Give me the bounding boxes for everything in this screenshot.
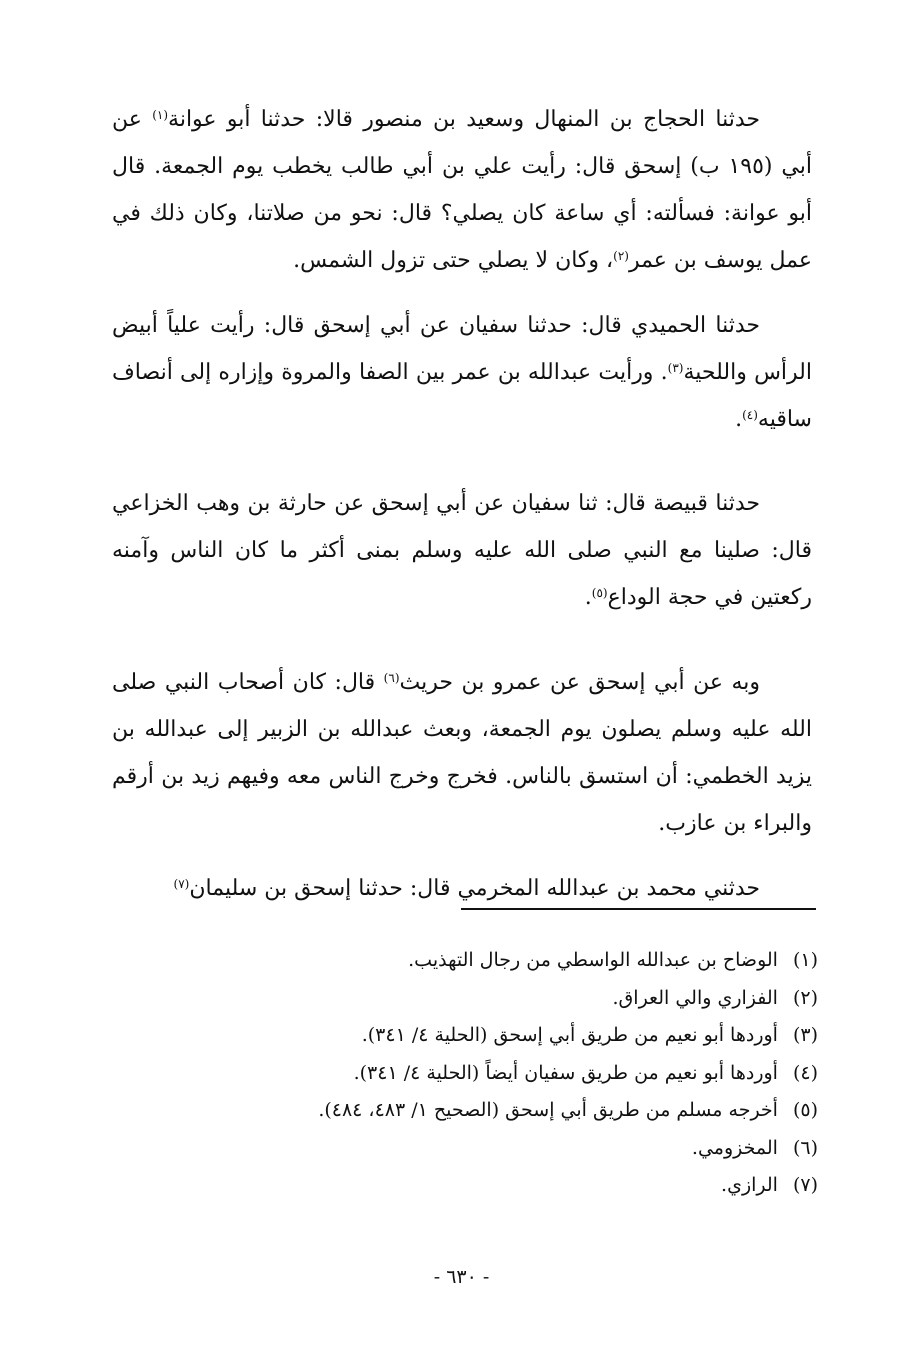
paragraph-text: .: [584, 585, 592, 610]
paragraph-text: حدثنا قبيصة قال: ثنا سفيان عن أبي إسحق عن حارثة بن وهب الخزاعي قال: صلينا مع النبي صلى الله عليه وسلم بمنى أكثر ما كان الناس وآمنه ركعتين في حجة الوداع: [112, 491, 812, 610]
main-text: [112, 96, 812, 912]
footnote-1: [150, 942, 818, 980]
paragraph-text: حدثني محمد بن عبدالله المخرمي قال: حدثنا إسحق بن سليمان: [189, 876, 760, 901]
paragraph-text: وبه عن أبي إسحق عن عمرو بن حريث: [399, 670, 760, 695]
footnote-6: [150, 1130, 818, 1168]
paragraph-text: حدثنا الحجاج بن المنهال وسعيد بن منصور قالا: حدثنا أبو عوانة: [168, 107, 760, 132]
footnote-text: أخرجه مسلم من طريق أبي إسحق (الصحيح ١/ ٤٨٣، ٤٨٤).: [318, 1099, 778, 1121]
footnote-text: المخزومي.: [691, 1136, 778, 1159]
paragraph-1: [112, 96, 812, 284]
footnote-number: (١): [792, 949, 818, 971]
footnote-reference: ( $^٦$ ): [384, 671, 400, 685]
paragraph-5: [112, 865, 812, 912]
footnote-7: [150, 1167, 818, 1205]
paragraph-text: عن أبي (١٩٥ ب) إسحق قال: رأيت علي بن أبي طالب يخطب يوم الجمعة. قال أبو عوانة: فسألته: أي ساعة كان يصلي؟ قال: نحو من صلاتنا، وكان ذلك في عمل يوسف بن عمر: [112, 107, 812, 273]
footnote-text: الرازي.: [721, 1174, 778, 1196]
footnote-reference: ( $^٧$ ): [174, 877, 190, 891]
footnote-text: الفزاري والي العراق.: [612, 986, 778, 1009]
footnote-2: [150, 980, 818, 1018]
page-number: - ٦٣٠ -: [433, 1266, 490, 1288]
footnote-number: (٧): [792, 1174, 818, 1196]
footnote-text: أوردها أبو نعيم من طريق أبي إسحق (الحلية ٤/ ٣٤١).: [361, 1024, 778, 1046]
footnote-5: [150, 1092, 818, 1130]
footnote-reference: ( $^١$ ): [152, 108, 168, 122]
footnote-separator-rule: [461, 908, 816, 910]
paragraph-3: [112, 480, 812, 621]
paragraph-text: قال: كان أصحاب النبي صلى الله عليه وسلم يصلون يوم الجمعة، وبعث عبدالله بن الزبير إلى عبدالله بن يزيد الخطمي: أن استسق بالناس. فخرج وخرج الناس معه وفيهم زيد بن أرقم والبراء بن عازب.: [112, 670, 812, 836]
footnote-text: أوردها أبو نعيم من طريق سفيان أيضاً (الحلية ٤/ ٣٤١).: [353, 1061, 778, 1084]
footnote-number: (٦): [792, 1136, 818, 1159]
paragraph-text: حدثنا الحميدي قال: حدثنا سفيان عن أبي إسحق قال: رأيت علياً أبيض الرأس واللحية: [112, 313, 812, 385]
footnote-3: [150, 1017, 818, 1055]
paragraph-text: ، وكان لا يصلي حتى تزول الشمس.: [293, 248, 614, 273]
footnotes-list: [150, 942, 818, 1205]
footnote-number: (٣): [792, 1024, 818, 1046]
footnote-reference: ( $^٢$ ): [613, 249, 629, 263]
paragraph-text: .: [735, 407, 743, 432]
footnote-number: (٢): [792, 986, 818, 1009]
footnote-reference: ( $^٥$ ): [592, 586, 608, 600]
footnote-reference: ( $^٣$ ): [668, 361, 684, 375]
paragraph-2: [112, 302, 812, 443]
footnote-number: (٤): [792, 1061, 818, 1084]
footnote-text: الوضاح بن عبدالله الواسطي من رجال التهذيب.: [408, 949, 778, 971]
footnote-reference: ( $^٤$ ): [742, 408, 758, 422]
footnote-4: [150, 1055, 818, 1093]
footnote-number: (٥): [792, 1099, 818, 1121]
paragraph-4: [112, 659, 812, 847]
paragraph-text: . ورأيت عبدالله بن عمر بين الصفا والمروة وإزاره إلى أنصاف ساقيه: [112, 360, 812, 432]
